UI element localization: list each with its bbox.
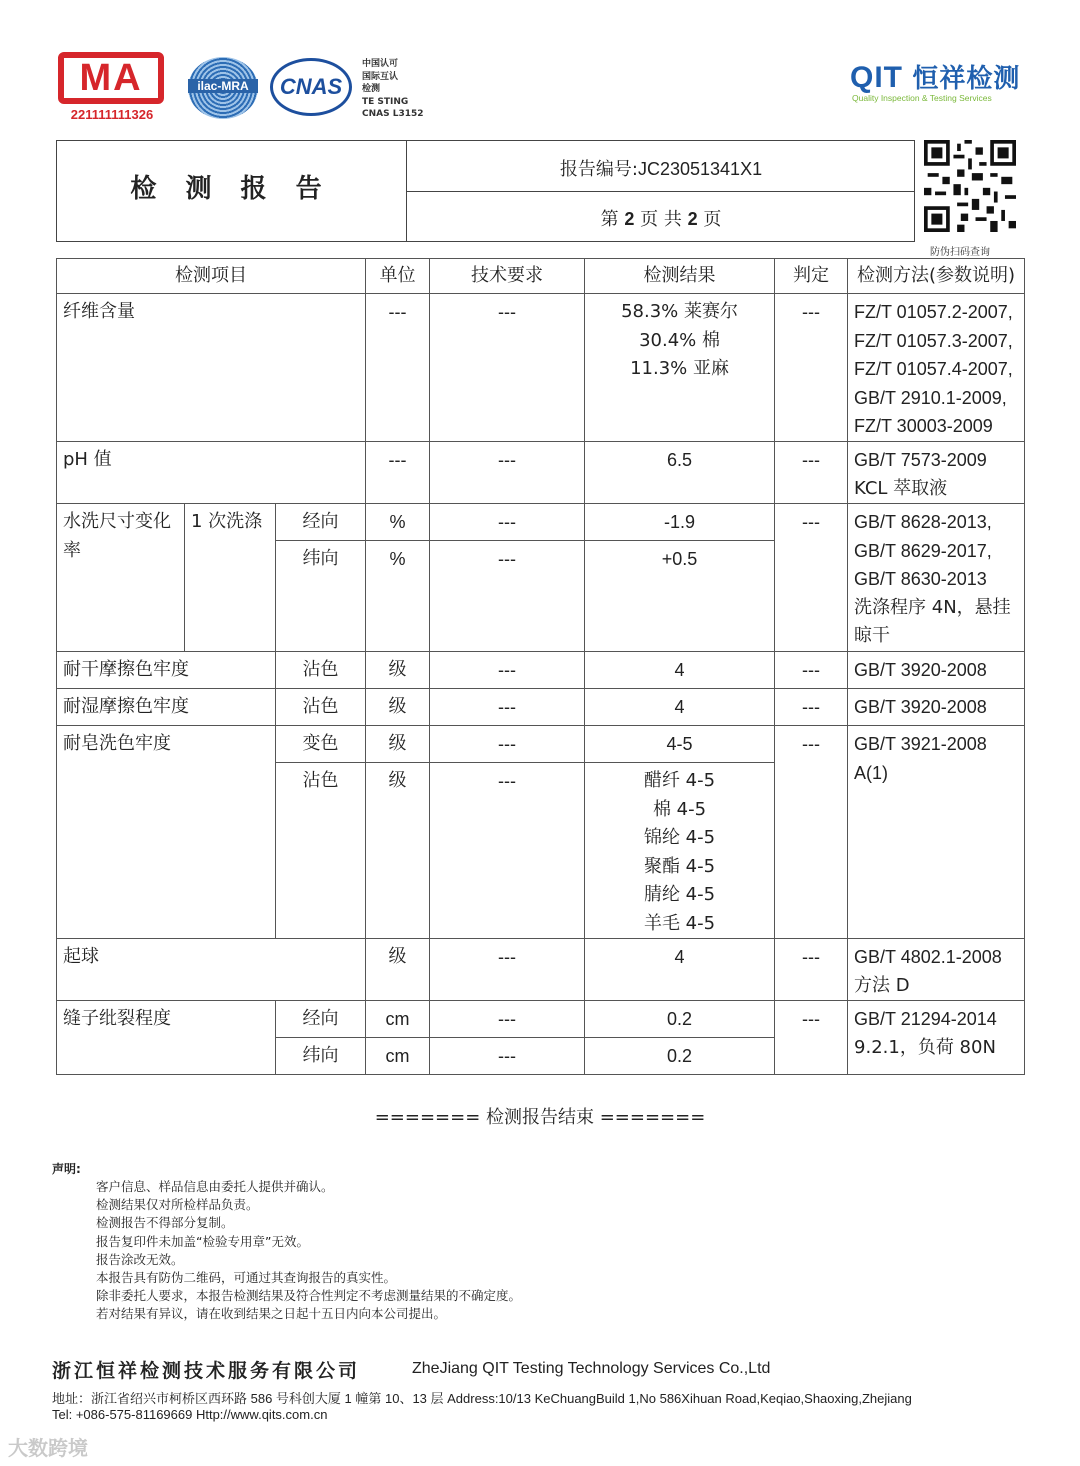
page-total: 2 — [687, 209, 698, 229]
item-cell: 耐干摩擦色牢度 — [57, 652, 276, 689]
report-number — [407, 155, 915, 181]
page-mid: 页 共 — [640, 209, 682, 230]
declaration-item: 除非委托人要求，本报告检测结果及符合性判定不考虑测量结果的不确定度。 — [96, 1288, 522, 1304]
table-row — [57, 939, 1025, 1001]
req-cell: --- — [430, 541, 585, 652]
watermark: 大数跨境 — [8, 1436, 88, 1460]
direction-cell: 纬向 — [276, 541, 366, 652]
result-line: 30.4% 棉 — [639, 329, 720, 351]
declaration-item: 客户信息、样品信息由委托人提供并确认。 — [96, 1179, 334, 1194]
sub-cell: 变色 — [276, 726, 366, 763]
item-cell: 水洗尺寸变化率 — [57, 504, 185, 652]
verdict-cell: --- — [775, 442, 848, 504]
col-header-item: 检测项目 — [57, 259, 366, 294]
cma-number: 221111111326 — [70, 107, 154, 122]
qr-code-icon[interactable] — [924, 140, 1016, 232]
method-line: GB/T 21294-2014 — [854, 1009, 997, 1029]
result-cell — [585, 294, 775, 442]
method-line: 方法 D — [854, 974, 910, 996]
table-header-row — [57, 259, 1025, 294]
declaration-title: 声明: — [52, 1162, 81, 1176]
declaration-item: 检测报告不得部分复制。 — [96, 1215, 234, 1231]
page-prefix: 第 — [600, 209, 619, 230]
direction-cell: 纬向 — [276, 1038, 366, 1075]
method-line: 晾干 — [854, 625, 891, 646]
table-row — [57, 294, 1025, 442]
verdict-cell: --- — [775, 1001, 848, 1075]
verdict-cell: --- — [775, 726, 848, 939]
cnas-side-line: CNAS L3152 — [362, 109, 424, 119]
col-header-verdict: 判定 — [775, 259, 848, 294]
report-end-marker: ======= 检测报告结束 ======= — [374, 1107, 706, 1128]
cnas-side-line: 国际互认 — [362, 71, 399, 82]
page-current: 2 — [624, 209, 635, 229]
item-cell: 耐湿摩擦色牢度 — [57, 689, 276, 726]
table-row — [57, 652, 1025, 689]
declaration-item: 检测结果仅对所检样品负责。 — [96, 1197, 259, 1213]
result-cell — [585, 763, 775, 939]
direction-cell: 经向 — [276, 1001, 366, 1038]
unit-cell: % — [366, 504, 430, 541]
result-cell: 0.2 — [585, 1038, 775, 1075]
qit-logo — [850, 58, 1020, 95]
result-cell: -1.9 — [585, 504, 775, 541]
method-line: GB/T 4802.1-2008 — [854, 947, 1002, 967]
method-cell — [848, 726, 1025, 939]
direction-cell: 经向 — [276, 504, 366, 541]
col-header-method: 检测方法(参数说明) — [848, 259, 1025, 294]
method-line: FZ/T 01057.2-2007, — [854, 302, 1013, 322]
method-line: GB/T 8628-2013, — [854, 512, 992, 532]
item-cell: 起球 — [57, 939, 366, 1001]
method-line: 洗涤程序 4N，悬挂 — [854, 596, 1011, 618]
declaration-item: 本报告具有防伪二维码，可通过其查询报告的真实性。 — [96, 1270, 397, 1286]
cnas-side-line: TE STING — [362, 96, 409, 107]
table-row — [57, 689, 1025, 726]
req-cell: --- — [430, 763, 585, 939]
result-line: 11.3% 亚麻 — [630, 358, 729, 379]
item-cell: pH 值 — [57, 442, 366, 504]
table-row — [57, 726, 1025, 763]
method-cell — [848, 1001, 1025, 1075]
method-cell — [848, 939, 1025, 1001]
result-line: 锦纶 4-5 — [643, 827, 716, 848]
method-line: FZ/T 01057.4-2007, — [854, 359, 1013, 379]
method-cell — [848, 442, 1025, 504]
unit-cell: cm — [366, 1038, 430, 1075]
result-cell: +0.5 — [585, 541, 775, 652]
cnas-side-line: 中国认可 — [362, 59, 399, 69]
result-line: 棉 4-5 — [652, 798, 707, 820]
cycle-cell: 1 次洗涤 — [185, 504, 276, 652]
req-cell: --- — [430, 442, 585, 504]
req-cell: --- — [430, 504, 585, 541]
result-cell: 0.2 — [585, 1001, 775, 1038]
result-line: 58.3% 莱赛尔 — [621, 301, 738, 322]
method-cell: GB/T 3920-2008 — [848, 689, 1025, 726]
method-line: GB/T 8630-2013 — [854, 569, 987, 589]
table-row — [57, 504, 1025, 541]
sub-cell: 沾色 — [276, 763, 366, 939]
verdict-cell: --- — [775, 689, 848, 726]
result-line: 聚酯 4-5 — [643, 855, 716, 877]
method-line: FZ/T 01057.3-2007, — [854, 330, 1013, 351]
unit-cell: 级 — [366, 763, 430, 939]
report-title: 检 测 报 告 — [130, 174, 332, 204]
company-contact: Tel: +086-575-81169669 Http://www.qits.com.cn — [52, 1407, 328, 1422]
result-cell: 4-5 — [585, 726, 775, 763]
declaration-item: 报告涂改无效。 — [96, 1251, 184, 1267]
unit-cell: 级 — [366, 939, 430, 1001]
header-divider — [406, 191, 915, 192]
ilac-logo-text: ilac-MRA — [188, 79, 258, 93]
cma-logo — [58, 52, 164, 104]
results-table-body — [56, 258, 1025, 1075]
unit-cell: 级 — [366, 652, 430, 689]
item-cell: 缝子纰裂程度 — [57, 1001, 276, 1075]
unit-cell: 级 — [366, 726, 430, 763]
company-name-cn: 浙江恒祥检测技术服务有限公司 — [52, 1360, 361, 1382]
method-line: KCL 萃取液 — [854, 477, 948, 499]
result-cell: 4 — [585, 652, 775, 689]
col-header-req: 技术要求 — [430, 259, 585, 294]
req-cell: --- — [430, 689, 585, 726]
declaration-item: 报告复印件未加盖“检验专用章”无效。 — [96, 1233, 309, 1249]
method-line: FZ/T 30003-2009 — [854, 416, 993, 436]
method-line: A(1) — [854, 762, 889, 783]
col-header-unit: 单位 — [366, 259, 430, 294]
qit-logo-subtitle: Quality Inspection & Testing Services — [852, 93, 992, 103]
method-cell: GB/T 3920-2008 — [848, 652, 1025, 689]
verdict-cell: --- — [775, 504, 848, 652]
result-cell: 4 — [585, 939, 775, 1001]
result-line: 羊毛 4-5 — [643, 912, 716, 934]
company-address: 地址：浙江省绍兴市柯桥区西环路 586 号科创大厦 1 幢第 10、13 层 Address:10/13 KeChuangBuild 1,No 586Xihuan Road,Keqiao,Shaoxing,Zhejiang — [52, 1391, 912, 1406]
method-line: GB/T 3921-2008 — [854, 734, 987, 754]
req-cell: --- — [430, 1001, 585, 1038]
sub-cell: 沾色 — [276, 689, 366, 726]
item-cell: 耐皂洗色牢度 — [57, 726, 276, 939]
report-number-label: 报告编号: — [559, 159, 638, 180]
req-cell: --- — [430, 1038, 585, 1075]
req-cell: --- — [430, 294, 585, 442]
declaration-item: 若对结果有异议，请在收到结果之日起十五日内向本公司提出。 — [96, 1306, 447, 1322]
cnas-logo-text: CNAS — [279, 74, 343, 99]
page-suffix: 页 — [703, 209, 722, 230]
cnas-side-line: 检测 — [362, 84, 381, 94]
qit-logo-en: QIT — [850, 61, 903, 94]
req-cell: --- — [430, 652, 585, 689]
sub-cell: 沾色 — [276, 652, 366, 689]
unit-cell: % — [366, 541, 430, 652]
cnas-logo — [270, 58, 352, 116]
result-cell: 4 — [585, 689, 775, 726]
method-cell — [848, 294, 1025, 442]
col-header-result: 检测结果 — [585, 259, 775, 294]
method-line: GB/T 8629-2017, — [854, 540, 992, 561]
qit-logo-cn: 恒祥检测 — [912, 63, 1021, 93]
verdict-cell: --- — [775, 294, 848, 442]
ilac-mra-logo — [188, 57, 258, 119]
req-cell: --- — [430, 726, 585, 763]
method-line: GB/T 7573-2009 — [854, 450, 987, 470]
method-line: GB/T 2910.1-2009, — [854, 387, 1007, 408]
table-row — [57, 442, 1025, 504]
unit-cell: cm — [366, 1001, 430, 1038]
table-row — [57, 1001, 1025, 1038]
req-cell: --- — [430, 939, 585, 1001]
cnas-side-text — [362, 58, 424, 121]
unit-cell: --- — [366, 442, 430, 504]
page-indicator — [407, 205, 915, 231]
result-line: 腈纶 4-5 — [643, 884, 716, 905]
report-number-value: JC23051341X1 — [637, 159, 763, 179]
declaration-list — [96, 1178, 521, 1324]
method-line: 9.2.1，负荷 80N — [854, 1036, 996, 1058]
cma-logo-text: MA — [79, 56, 143, 99]
verdict-cell: --- — [775, 939, 848, 1001]
qr-caption: 防伪扫码查询 — [930, 247, 990, 258]
result-cell: 6.5 — [585, 442, 775, 504]
item-cell: 纤维含量 — [57, 294, 366, 442]
unit-cell: --- — [366, 294, 430, 442]
unit-cell: 级 — [366, 689, 430, 726]
verdict-cell: --- — [775, 652, 848, 689]
result-line: 醋纤 4-5 — [643, 770, 716, 791]
company-name-en: ZheJiang QIT Testing Technology Services Co.,Ltd — [412, 1360, 771, 1377]
method-cell — [848, 504, 1025, 652]
